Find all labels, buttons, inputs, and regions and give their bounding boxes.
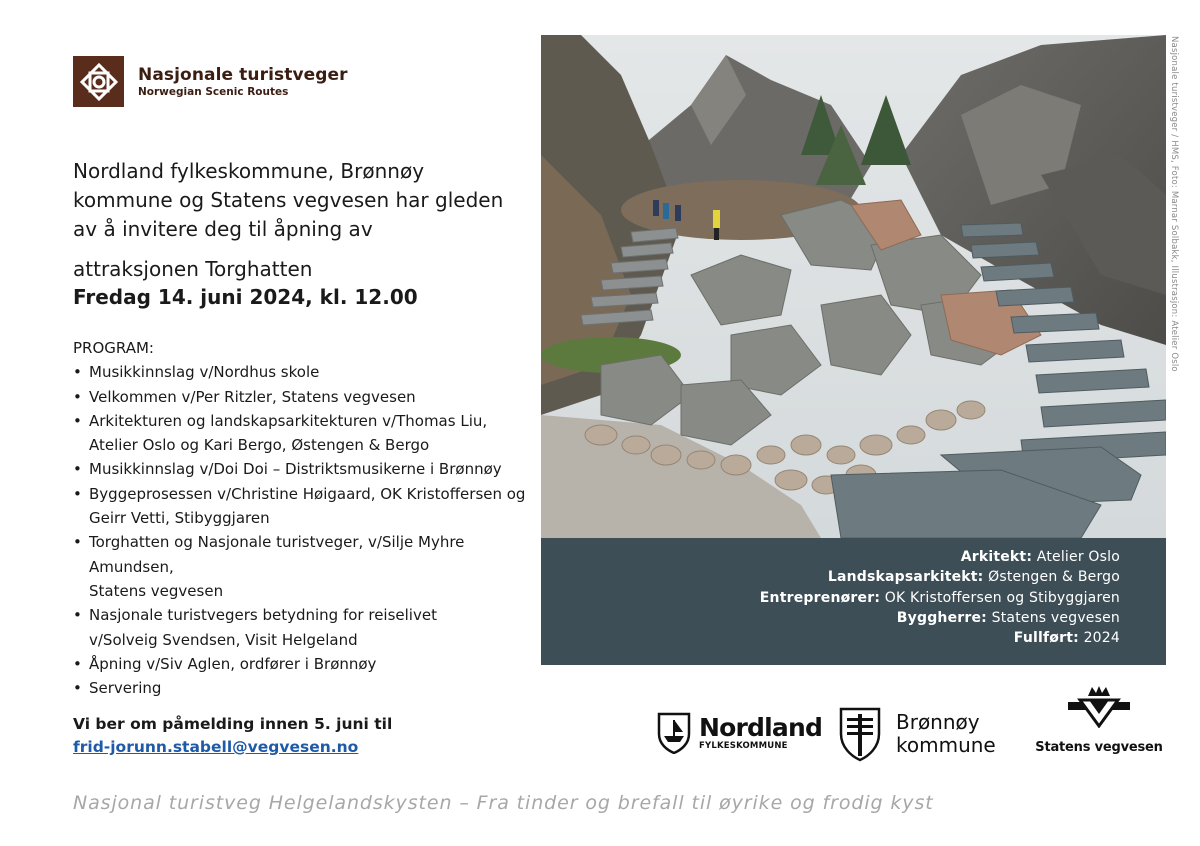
photo-credit: [1166, 36, 1180, 376]
brand-subtitle: Norwegian Scenic Routes: [138, 85, 289, 98]
program-item-line: • Byggeprosessen v/Christine Høigaard, OK Kristoffersen og: [89, 484, 526, 503]
program-item: [73, 652, 543, 676]
program-item-line: • Servering: [89, 679, 162, 698]
project-info-row: [541, 628, 1120, 648]
client-value: Statens vegvesen: [991, 609, 1120, 626]
torghatten-stairs-photo: [541, 35, 1166, 538]
program-list: [73, 360, 543, 700]
route-tagline: Nasjonal turistveg Helgelandskysten – Fra tinder og brefall til øyrike og frodig kyst: [73, 792, 934, 814]
program-item: [73, 385, 543, 409]
program-item: [73, 676, 543, 700]
registration: [73, 713, 392, 759]
nordland-logo: [657, 712, 822, 754]
project-info-row: [541, 608, 1120, 628]
program-item-line: Atelier Oslo og Kari Bergo, Østengen & Bergo: [89, 436, 430, 455]
contractors-value: OK Kristoffersen og Stibyggjaren: [884, 589, 1120, 606]
project-info-row: [541, 547, 1120, 567]
program-item-line: • Musikkinnslag v/Doi Doi – Distriktsmusikerne i Brønnøy: [89, 460, 502, 479]
architect-value: Atelier Oslo: [1036, 549, 1120, 565]
landscape-architect-value: Østengen & Bergo: [988, 569, 1120, 586]
program-heading: PROGRAM:: [73, 339, 154, 357]
registration-text: Vi ber om påmelding innen 5. juni til: [73, 715, 393, 733]
program-item: [73, 457, 543, 481]
program-item: [73, 482, 543, 531]
nordland-ship-shield-icon: [657, 712, 691, 754]
project-info-row: [541, 588, 1120, 608]
program-item: [73, 409, 543, 458]
program-item: [73, 360, 543, 384]
program-item-line: • Musikkinnslag v/Nordhus skole: [89, 363, 320, 382]
photo-credit-text: Nasjonale turistveger / HMS, Foto: Marnar Solbakk, Illustrasjon: Atelier Oslo: [1169, 36, 1179, 372]
nordland-sub: FYLKESKOMMUNE: [699, 741, 788, 751]
nordland-name: Nordland: [699, 713, 823, 742]
program-item-line: Statens vegvesen: [89, 581, 224, 600]
landscape-architect-label: Landskapsarkitekt:: [827, 569, 984, 586]
client-label: Byggherre:: [896, 609, 987, 626]
program: [73, 336, 543, 700]
architect-label: Arkitekt:: [960, 549, 1033, 565]
program-item-line: • Åpning v/Siv Aglen, ordfører i Brønnøy: [89, 654, 377, 673]
brand-title: Nasjonale turistveger: [138, 64, 348, 85]
program-item-line: • Nasjonale turistvegers betydning for reiselivet: [89, 606, 437, 625]
contractors-label: Entreprenører:: [759, 589, 881, 606]
bronnoy-line1: Brønnøy: [896, 710, 980, 734]
bronnoy-logo: [838, 706, 996, 762]
bronnoy-line2: kommune: [896, 733, 996, 757]
program-item-line: • Velkommen v/Per Ritzler, Statens vegvesen: [89, 387, 416, 406]
program-item: [73, 530, 543, 603]
invitation-intro: Nordland fylkeskommune, Brønnøy kommune og Statens vegvesen har gleden av å invitere deg til åpning av: [73, 159, 504, 241]
completed-label: Fullført:: [1013, 630, 1079, 647]
program-item-line: • Arkitekturen og landskapsarkitekturen v/Thomas Liu,: [89, 411, 488, 430]
project-info-panel: [541, 538, 1166, 665]
program-item: [73, 603, 543, 652]
program-item-line: Geirr Vetti, Stibyggjaren: [89, 509, 270, 528]
bronnoy-crest-icon: [838, 706, 882, 762]
vegvesen-logo: [1032, 684, 1166, 755]
vegvesen-name: Statens vegvesen: [1035, 740, 1163, 755]
vegvesen-crown-emblem-icon: [1066, 684, 1132, 728]
program-item-line: v/Solveig Svendsen, Visit Helgeland: [89, 630, 358, 649]
invitation-subject: attraksjonen Torghatten: [73, 257, 313, 281]
invitation-date: Fredag 14. juni 2024, kl. 12.00: [73, 285, 418, 309]
scenic-routes-knot-icon: [73, 56, 124, 107]
program-item-line: • Torghatten og Nasjonale turistveger, v/Silje Myhre Amundsen,: [89, 533, 465, 576]
registration-email-link[interactable]: frid-jorunn.stabell@vegvesen.no: [73, 738, 359, 756]
completed-value: 2024: [1083, 630, 1120, 647]
brand-logo: [73, 56, 348, 107]
project-info-row: [541, 567, 1120, 587]
